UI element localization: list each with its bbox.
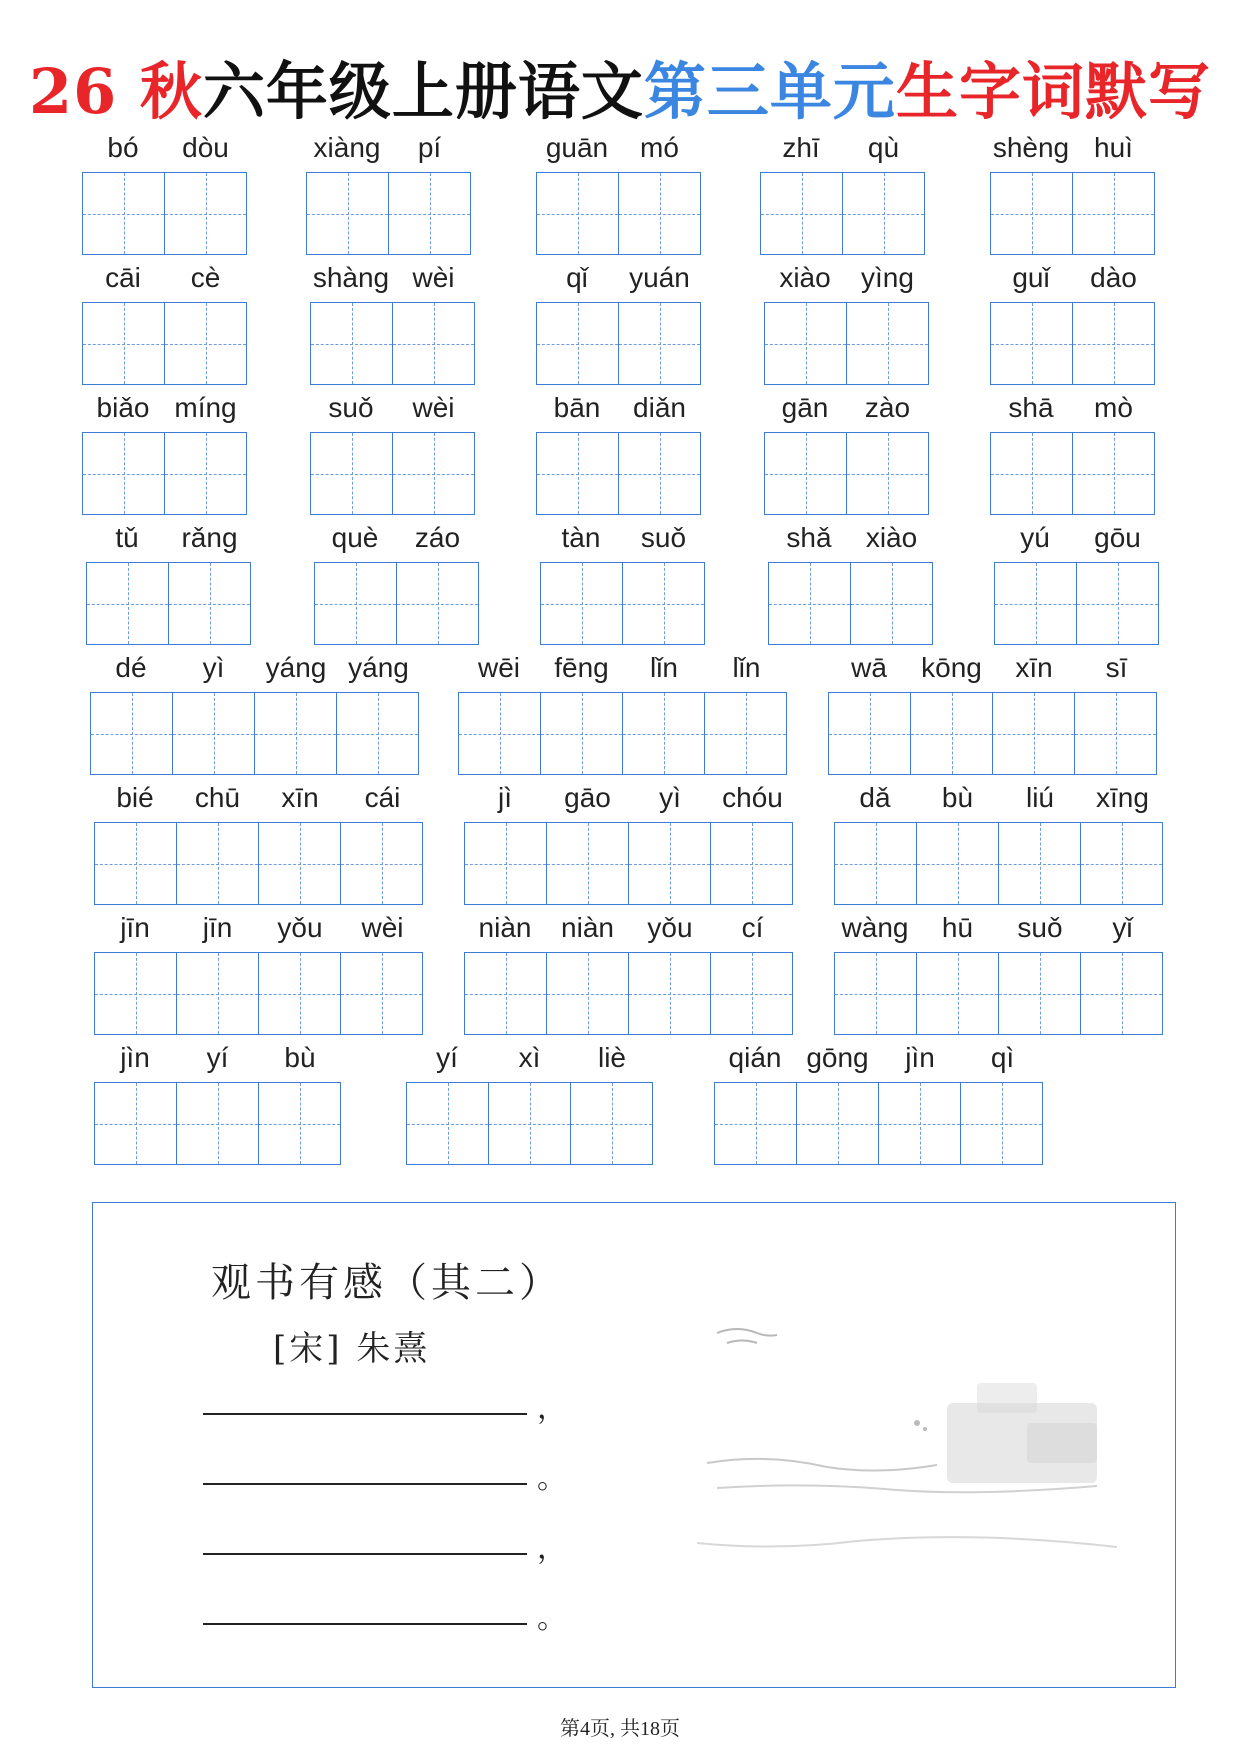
pinyin-syllable: xīn — [281, 782, 319, 813]
vocab-row — [0, 908, 1240, 1032]
writing-boxes — [94, 1082, 341, 1165]
pinyin-syllable: yáng — [348, 652, 409, 683]
pinyin-syllable: mò — [1094, 392, 1133, 423]
pinyin-syllable: gōu — [1094, 522, 1141, 553]
tianzige-cell[interactable] — [1080, 823, 1162, 904]
writing-boxes — [828, 692, 1157, 775]
pinyin-syllable: shèng — [992, 132, 1070, 163]
writing-boxes — [764, 432, 929, 515]
tianzige-cell[interactable] — [164, 303, 246, 384]
pinyin-syllable: què — [331, 522, 379, 553]
tianzige-cell[interactable] — [842, 173, 924, 254]
writing-boxes — [834, 952, 1163, 1035]
pinyin-syllable: yuán — [629, 262, 690, 293]
tianzige-cell[interactable] — [172, 693, 254, 774]
tianzige-cell[interactable] — [83, 433, 164, 514]
vocab-row — [0, 778, 1240, 902]
pinyin-syllable: biǎo — [96, 392, 150, 423]
poem-line-blank-2[interactable] — [203, 1431, 527, 1485]
tianzige-cell[interactable] — [396, 563, 478, 644]
tianzige-cell[interactable] — [176, 1083, 258, 1164]
tianzige-cell[interactable] — [991, 173, 1072, 254]
writing-boxes — [82, 302, 247, 385]
writing-boxes — [536, 432, 701, 515]
tianzige-cell[interactable] — [1074, 693, 1156, 774]
tianzige-cell[interactable] — [546, 823, 628, 904]
tianzige-cell[interactable] — [835, 823, 916, 904]
pinyin-syllable: dào — [1090, 262, 1137, 293]
tianzige-cell[interactable] — [916, 953, 998, 1034]
tianzige-cell[interactable] — [465, 823, 546, 904]
tianzige-cell[interactable] — [315, 563, 396, 644]
tianzige-cell[interactable] — [992, 693, 1074, 774]
tianzige-cell[interactable] — [95, 953, 176, 1034]
writing-boxes — [310, 302, 475, 385]
writing-boxes — [310, 432, 475, 515]
writing-boxes — [458, 692, 787, 775]
pinyin-syllable: fēng — [554, 652, 609, 683]
tianzige-cell[interactable] — [769, 563, 850, 644]
pinyin-syllable: yǒu — [647, 912, 693, 943]
pinyin-syllable: gōng — [806, 1042, 869, 1073]
tianzige-cell[interactable] — [835, 953, 916, 1034]
pinyin-syllable: xì — [518, 1042, 541, 1073]
pinyin-syllable: jì — [498, 782, 512, 813]
pinyin-syllable: bù — [941, 782, 974, 813]
tianzige-cell[interactable] — [715, 1083, 796, 1164]
pinyin-syllable: yí — [206, 1042, 229, 1073]
tianzige-cell[interactable] — [459, 693, 540, 774]
tianzige-cell[interactable] — [710, 823, 792, 904]
tianzige-cell[interactable] — [1072, 173, 1154, 254]
tianzige-cell[interactable] — [998, 823, 1080, 904]
pinyin-syllable: lǐn — [649, 652, 678, 683]
pinyin-syllable: cāi — [105, 262, 141, 293]
tianzige-cell[interactable] — [761, 173, 842, 254]
tianzige-cell[interactable] — [1076, 563, 1158, 644]
writing-boxes — [86, 562, 251, 645]
tianzige-cell[interactable] — [258, 1083, 340, 1164]
pinyin-syllable: guǐ — [1012, 262, 1050, 293]
pinyin-syllable: wàng — [841, 912, 909, 943]
pinyin-syllable: cái — [364, 782, 401, 813]
pinyin-syllable: yú — [1020, 522, 1050, 553]
page-title — [0, 52, 1240, 132]
writing-boxes — [82, 172, 247, 255]
pinyin-syllable: suǒ — [328, 392, 374, 423]
tianzige-cell[interactable] — [991, 433, 1072, 514]
poem-line-blank-4[interactable] — [203, 1571, 527, 1625]
tianzige-cell[interactable] — [1072, 303, 1154, 384]
vocab-row — [0, 518, 1240, 642]
pinyin-syllable: bié — [116, 782, 154, 813]
tianzige-cell[interactable] — [991, 303, 1072, 384]
tianzige-cell[interactable] — [91, 693, 172, 774]
tianzige-cell[interactable] — [628, 953, 710, 1034]
page-footer: 第4页, 共18页 — [560, 1718, 680, 1740]
tianzige-cell[interactable] — [168, 563, 250, 644]
writing-boxes — [90, 692, 419, 775]
pinyin-syllable: sī — [1105, 652, 1128, 683]
pinyin-syllable: chóu — [722, 782, 783, 813]
tianzige-cell[interactable] — [87, 563, 168, 644]
title-part: 生字词默写 — [895, 55, 1211, 128]
pinyin-syllable: wā — [851, 652, 887, 683]
pinyin-syllable: qù — [867, 132, 900, 163]
pinyin-syllable: gāo — [564, 782, 611, 813]
pinyin-syllable: yì — [659, 782, 681, 813]
tianzige-cell[interactable] — [176, 953, 258, 1034]
pinyin-syllable: zào — [864, 392, 911, 423]
pinyin-syllable: shǎ — [786, 522, 832, 553]
pinyin-syllable: záo — [414, 522, 461, 553]
pinyin-syllable: hū — [941, 912, 974, 943]
tianzige-cell[interactable] — [1080, 953, 1162, 1034]
tianzige-cell[interactable] — [765, 303, 846, 384]
pinyin-syllable: diǎn — [633, 392, 686, 423]
tianzige-cell[interactable] — [258, 823, 340, 904]
pinyin-syllable: pí — [417, 132, 442, 163]
title-part: 六年级上册语文 — [202, 55, 644, 128]
writing-boxes — [714, 1082, 1043, 1165]
writing-boxes — [994, 562, 1159, 645]
pinyin-syllable: qián — [728, 1042, 782, 1073]
tianzige-cell[interactable] — [1072, 433, 1154, 514]
pinyin-syllable: bān — [553, 392, 601, 423]
vocab-row — [0, 648, 1240, 772]
tianzige-cell[interactable] — [336, 693, 418, 774]
tianzige-cell[interactable] — [465, 953, 546, 1034]
title-part: 第三单元 — [643, 55, 896, 128]
tianzige-cell[interactable] — [960, 1083, 1042, 1164]
tianzige-cell[interactable] — [254, 693, 336, 774]
pinyin-syllable: qǐ — [566, 262, 588, 293]
pinyin-syllable: jīn — [120, 912, 150, 943]
tianzige-cell[interactable] — [618, 303, 700, 384]
vocab-row — [0, 128, 1240, 252]
pinyin-syllable: niàn — [561, 912, 614, 943]
poem-line-punct-4: 。 — [537, 1601, 567, 1636]
pinyin-syllable: yáng — [265, 652, 327, 683]
tianzige-cell[interactable] — [910, 693, 992, 774]
pinyin-syllable: dé — [115, 652, 147, 683]
tianzige-cell[interactable] — [916, 823, 998, 904]
tianzige-cell[interactable] — [546, 953, 628, 1034]
writing-boxes — [406, 1082, 653, 1165]
pinyin-syllable: liè — [597, 1042, 626, 1073]
tianzige-cell[interactable] — [537, 433, 618, 514]
tianzige-cell[interactable] — [850, 563, 932, 644]
pinyin-syllable: yìng — [861, 262, 914, 293]
tianzige-cell[interactable] — [622, 693, 704, 774]
tianzige-cell[interactable] — [311, 303, 392, 384]
tianzige-cell[interactable] — [164, 173, 246, 254]
pinyin-syllable: wèi — [412, 392, 455, 423]
tianzige-cell[interactable] — [340, 953, 422, 1034]
pinyin-syllable: bó — [107, 132, 139, 163]
pinyin-syllable: suǒ — [1017, 912, 1063, 943]
tianzige-cell[interactable] — [846, 433, 928, 514]
writing-boxes — [540, 562, 705, 645]
pinyin-syllable: dòu — [182, 132, 229, 163]
pinyin-syllable: bù — [284, 1042, 316, 1073]
pinyin-syllable: jìn — [905, 1042, 935, 1073]
pinyin-syllable: shā — [1008, 392, 1054, 423]
vocab-row — [0, 1038, 1240, 1162]
pinyin-syllable: mó — [640, 132, 679, 163]
tianzige-cell[interactable] — [829, 693, 910, 774]
pinyin-syllable: jīn — [202, 912, 233, 943]
writing-boxes — [990, 302, 1155, 385]
writing-boxes — [464, 952, 793, 1035]
tianzige-cell[interactable] — [540, 693, 622, 774]
writing-boxes — [764, 302, 929, 385]
poem-title: 观书有感（其二） — [211, 1260, 563, 1306]
tianzige-cell[interactable] — [998, 953, 1080, 1034]
tianzige-cell[interactable] — [704, 693, 786, 774]
writing-boxes — [768, 562, 933, 645]
writing-boxes — [536, 172, 701, 255]
pinyin-syllable: xiào — [865, 522, 918, 553]
tianzige-cell[interactable] — [488, 1083, 570, 1164]
tianzige-cell[interactable] — [83, 303, 164, 384]
title-part: 26 秋 — [29, 55, 203, 128]
tianzige-cell[interactable] — [995, 563, 1076, 644]
tianzige-cell[interactable] — [258, 953, 340, 1034]
pinyin-syllable: xiào — [779, 262, 831, 293]
poem-line-punct-1: ， — [537, 1391, 567, 1426]
pinyin-syllable: guān — [545, 132, 609, 163]
tianzige-cell[interactable] — [392, 303, 474, 384]
poem-line-punct-2: 。 — [537, 1461, 567, 1496]
tianzige-cell[interactable] — [407, 1083, 488, 1164]
tianzige-cell[interactable] — [765, 433, 846, 514]
pinyin-syllable: wèi — [361, 912, 404, 943]
poem-section — [92, 1202, 1176, 1688]
tianzige-cell[interactable] — [878, 1083, 960, 1164]
tianzige-cell[interactable] — [311, 433, 392, 514]
pinyin-syllable: lǐn — [732, 652, 761, 683]
pinyin-syllable: shàng — [312, 262, 390, 293]
pinyin-syllable: xīn — [1015, 652, 1053, 683]
vocab-row — [0, 258, 1240, 382]
pinyin-syllable: míng — [174, 392, 237, 423]
landscape-illustration — [697, 1313, 1117, 1653]
pinyin-syllable: xīng — [1096, 782, 1149, 813]
writing-boxes — [306, 172, 471, 255]
tianzige-cell[interactable] — [628, 823, 710, 904]
pinyin-syllable: yǒu — [277, 912, 323, 943]
tianzige-cell[interactable] — [392, 433, 474, 514]
tianzige-cell[interactable] — [340, 823, 422, 904]
tianzige-cell[interactable] — [846, 303, 928, 384]
tianzige-cell[interactable] — [622, 563, 704, 644]
pinyin-syllable: huì — [1094, 132, 1133, 163]
pinyin-syllable: dǎ — [859, 782, 891, 813]
pinyin-syllable: kōng — [921, 652, 982, 683]
writing-boxes — [94, 822, 423, 905]
writing-boxes — [834, 822, 1163, 905]
pinyin-syllable: cè — [190, 262, 221, 293]
vocab-row — [0, 388, 1240, 512]
poem-line-blank-1[interactable] — [203, 1361, 527, 1415]
tianzige-cell[interactable] — [796, 1083, 878, 1164]
pinyin-syllable: qì — [990, 1042, 1015, 1073]
pinyin-syllable: xiàng — [313, 132, 381, 163]
writing-boxes — [760, 172, 925, 255]
pinyin-syllable: wèi — [412, 262, 455, 293]
writing-boxes — [94, 952, 423, 1035]
pinyin-syllable: liú — [1025, 782, 1054, 813]
tianzige-cell[interactable] — [537, 173, 618, 254]
poem-line-blank-3[interactable] — [203, 1501, 527, 1555]
tianzige-cell[interactable] — [710, 953, 792, 1034]
tianzige-cell[interactable] — [537, 303, 618, 384]
tianzige-cell[interactable] — [176, 823, 258, 904]
writing-boxes — [464, 822, 793, 905]
pinyin-syllable: yí — [436, 1042, 458, 1073]
tianzige-cell[interactable] — [164, 433, 246, 514]
poem-line-punct-3: ， — [537, 1531, 567, 1566]
tianzige-cell[interactable] — [83, 173, 164, 254]
writing-boxes — [990, 172, 1155, 255]
tianzige-cell[interactable] — [618, 173, 700, 254]
pinyin-syllable: cí — [741, 912, 764, 943]
pinyin-syllable: suǒ — [640, 522, 687, 553]
pinyin-syllable: chū — [194, 782, 241, 813]
writing-boxes — [82, 432, 247, 515]
tianzige-cell[interactable] — [388, 173, 470, 254]
pinyin-syllable: tàn — [561, 522, 601, 553]
tianzige-cell[interactable] — [307, 173, 388, 254]
tianzige-cell[interactable] — [570, 1083, 652, 1164]
pinyin-syllable: niàn — [478, 912, 532, 943]
pinyin-syllable: gān — [781, 392, 829, 423]
tianzige-cell[interactable] — [95, 1083, 176, 1164]
writing-boxes — [990, 432, 1155, 515]
tianzige-cell[interactable] — [618, 433, 700, 514]
pinyin-syllable: wēi — [477, 652, 520, 683]
writing-boxes — [536, 302, 701, 385]
tianzige-cell[interactable] — [95, 823, 176, 904]
pinyin-syllable: yì — [202, 652, 225, 683]
tianzige-cell[interactable] — [541, 563, 622, 644]
pinyin-syllable: yǐ — [1112, 912, 1133, 943]
writing-boxes — [314, 562, 479, 645]
pinyin-syllable: tǔ — [115, 522, 139, 553]
pinyin-syllable: zhī — [782, 132, 820, 163]
pinyin-syllable: jìn — [120, 1042, 150, 1073]
pinyin-syllable: rǎng — [181, 522, 238, 553]
poem-author: [宋] 朱熹 — [273, 1329, 431, 1369]
